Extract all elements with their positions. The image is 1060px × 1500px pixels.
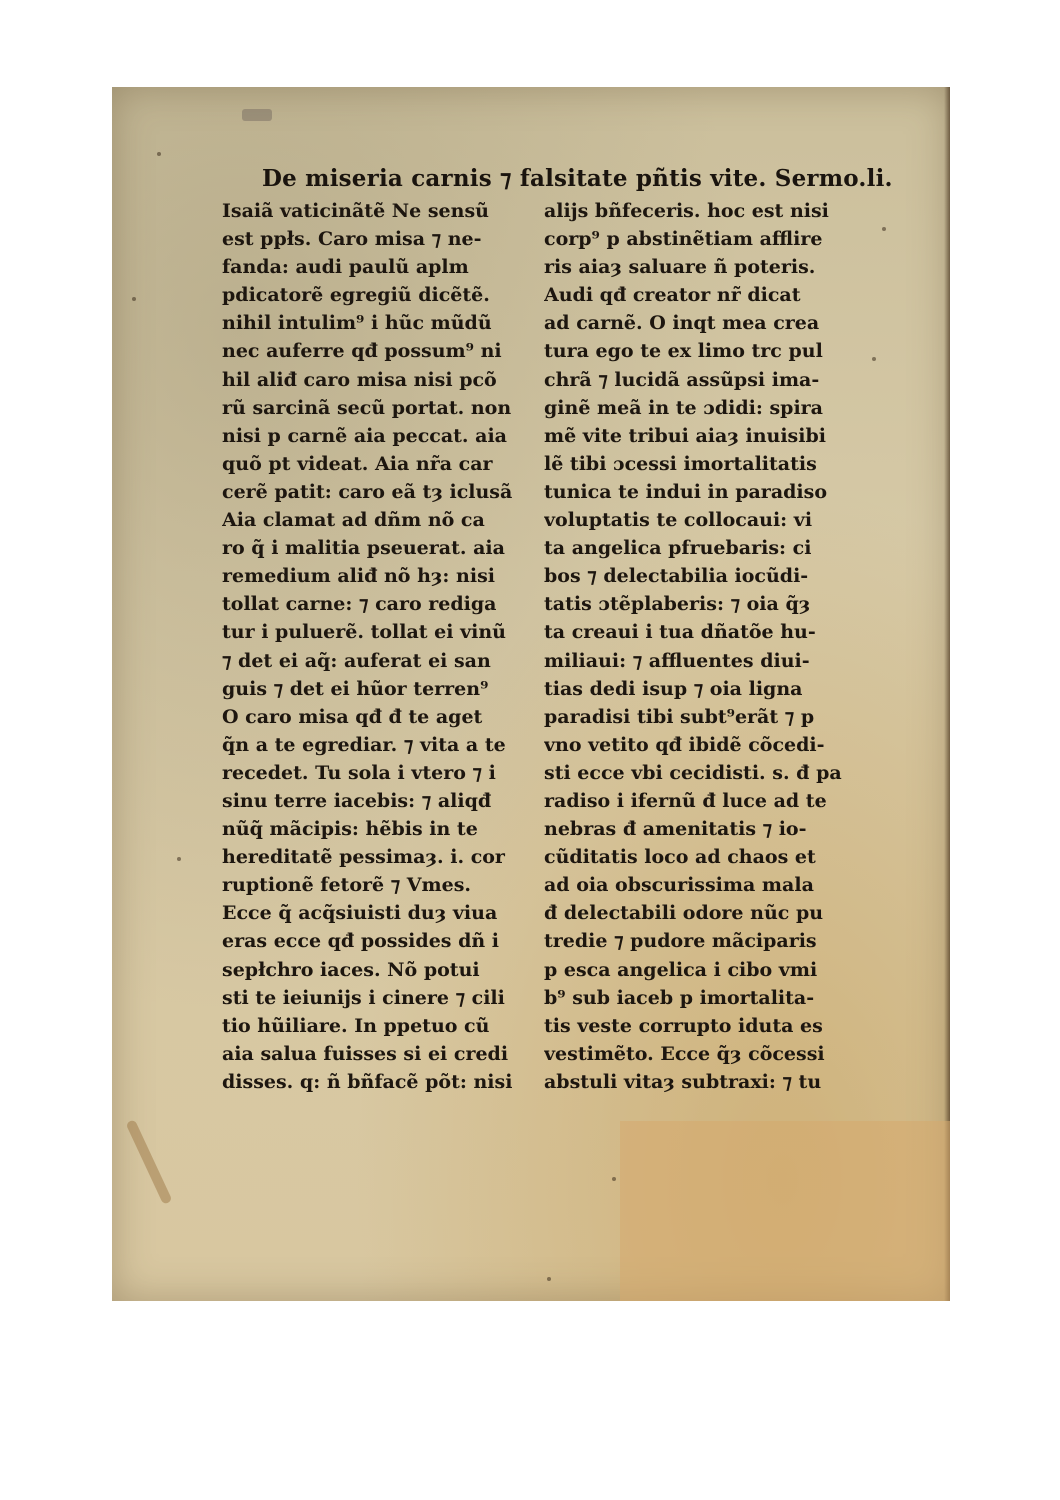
text-line: tura ego te ex limo trc pul (544, 340, 823, 363)
text-line: paradisi tibi subt⁹erãt ⁊ p (544, 705, 815, 728)
text-line: ta creaui i tua dñatõe hu- (544, 621, 816, 644)
text-line: sinu terre iacebis: ⁊ aliqđ (222, 789, 492, 812)
margin-stain (125, 1119, 172, 1205)
page-edge-shadow (944, 87, 950, 1301)
text-line: remedium aliđ nõ hȝ: nisi (222, 565, 496, 588)
text-line: đ delectabili odore nũc pu (544, 902, 824, 925)
text-line: nisi p carnẽ aia peccat. aia (222, 424, 507, 447)
text-line: vestimẽto. Ecce q̃ȝ cõcessi (544, 1042, 825, 1065)
text-line: radiso i ifernũ đ luce ad te (544, 789, 827, 812)
text-line: nec auferre qđ possum⁹ ni (222, 340, 502, 363)
text-line: ro q̃ i malitia pseuerat. aia (222, 537, 505, 560)
text-line: tollat carne: ⁊ caro rediga (222, 593, 497, 616)
text-line: cũditatis loco ad chaos et (544, 846, 816, 869)
text-line: Isaiã vaticinãtẽ Ne sensũ (222, 200, 489, 222)
text-line: mẽ vite tribui aiaȝ inuisibi (544, 424, 826, 447)
text-line: disses. q: ñ bñfacẽ põt: nisi (222, 1070, 513, 1093)
text-line: lẽ tibi ɔcessi imortalitatis (544, 452, 817, 475)
text-line: Aia clamat ad dñm nõ ca (222, 509, 485, 532)
text-line: corp⁹ p abstinẽtiam afflire (544, 228, 823, 251)
text-line: bos ⁊ delectabilia iocũdi- (544, 565, 809, 588)
text-line: sti te ieiunijs i cinere ⁊ cili (222, 986, 505, 1009)
right-text-column (544, 197, 854, 1096)
text-line: cerẽ patit: caro eã tȝ iclusã (222, 480, 513, 503)
speck (612, 1177, 616, 1181)
text-line: tio hũiliare. In ppetuo cũ (222, 1014, 490, 1037)
text-line: ad carnẽ. O inqt mea crea (544, 312, 820, 335)
manuscript-leaf (112, 87, 950, 1301)
text-line: nebras đ amenitatis ⁊ io- (544, 818, 807, 841)
text-line: ris aiaȝ saluare ñ poteris. (544, 256, 816, 279)
text-line: tunica te indui in paradiso (544, 480, 827, 503)
text-line: tatis ɔtẽplaberis: ⁊ oia q̃ȝ (544, 593, 811, 616)
text-line: guis ⁊ det ei hũor terren⁹ (222, 677, 489, 700)
text-line: tias dedi isup ⁊ oia ligna (544, 677, 803, 700)
text-line: eras ecce qđ possides dñ i (222, 930, 500, 953)
text-line: aia salua fuisses si ei credi (222, 1042, 509, 1065)
text-line: tis veste corrupto iduta es (544, 1014, 823, 1037)
text-line: abstuli vitaȝ subtraxi: ⁊ tu (544, 1070, 822, 1093)
speck (547, 1277, 551, 1281)
text-line: sepłchro iaces. Nõ potui (222, 958, 480, 981)
text-line: ⁊ det ei aq̃: auferat ei san (222, 649, 491, 672)
text-line: hil aliđ caro misa nisi pcõ (222, 368, 497, 391)
text-line: hereditatẽ pessimaȝ. i. cor (222, 846, 505, 869)
text-line: fanda: audi paulũ aplm (222, 256, 469, 279)
text-line: p esca angelica i cibo vmi (544, 958, 818, 981)
text-line: nihil intulim⁹ i hũc mũdũ (222, 312, 492, 335)
text-line: ad oia obscurissima mala (544, 874, 814, 897)
page-heading: De miseria carnis ⁊ falsitate pñtis vite. Sermo.li. (262, 165, 893, 192)
text-line: O caro misa qđ đ te aget (222, 705, 483, 728)
text-line: Audi qđ creator nr̃ dicat (544, 284, 801, 307)
text-line: b⁹ sub iaceb p imortalita- (544, 986, 815, 1009)
text-line: ginẽ meã in te ɔdidi: spira (544, 396, 823, 419)
text-line: sti ecce vbi cecidisti. s. đ pa (544, 761, 842, 784)
text-line: chrã ⁊ lucidã assũpsi ima- (544, 368, 820, 391)
text-line: tur i puluerẽ. tollat ei vinũ (222, 621, 506, 644)
text-line: miliaui: ⁊ affluentes diui- (544, 649, 810, 672)
speck (882, 227, 886, 231)
left-text-column (222, 197, 532, 1096)
text-line: Ecce q̃ acq̃siuisti duȝ viua (222, 902, 498, 925)
text-line: alijs bñfeceris. hoc est nisi (544, 200, 829, 222)
text-line: vno vetito qđ ibidẽ cõcedi- (544, 733, 825, 756)
text-line: pdicatorẽ egregiũ dicẽtẽ. (222, 284, 490, 307)
ink-smudge (242, 109, 272, 121)
speck (872, 357, 876, 361)
text-line: quõ pt videat. Aia nr̃a car (222, 452, 493, 475)
speck (157, 152, 161, 156)
text-line: rũ sarcinã secũ portat. non (222, 396, 512, 419)
text-line: est ppłs. Caro misa ⁊ ne- (222, 228, 482, 251)
text-line: tredie ⁊ pudore mãciparis (544, 930, 817, 953)
text-line: ruptionẽ fetorẽ ⁊ Vmes. (222, 874, 472, 897)
text-line: ta angelica pfruebaris: ci (544, 537, 812, 560)
speck (132, 297, 136, 301)
text-line: nũq̃ mãcipis: hẽbis in te (222, 818, 478, 841)
text-line: voluptatis te collocaui: vi (544, 509, 813, 532)
speck (177, 857, 181, 861)
text-line: recedet. Tu sola i vtero ⁊ i (222, 761, 496, 784)
text-line: q̃n a te egrediar. ⁊ vita a te (222, 733, 506, 756)
